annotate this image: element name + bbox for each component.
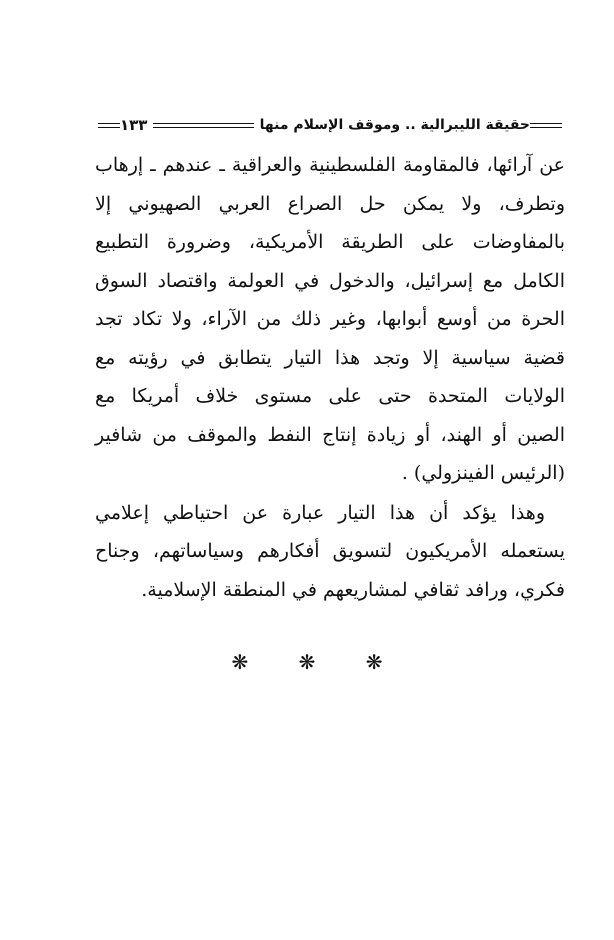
section-separator bbox=[0, 650, 614, 674]
running-header bbox=[92, 112, 568, 138]
asterism-icon: ❋ bbox=[231, 650, 249, 674]
text-line: الولايات المتحدة حتى على مستوى خلاف أمريكا مع bbox=[95, 385, 565, 407]
asterism-icon: ❋ bbox=[365, 650, 383, 674]
header-rule-right bbox=[530, 123, 562, 128]
paragraph-2 bbox=[95, 494, 565, 610]
text-line: بالمفاوضات على الطريقة الأمريكية، وضرورة التطبيع bbox=[95, 231, 565, 253]
text-line: قضية سياسية إلا وتجد هذا التيار يتطابق في رؤيته مع bbox=[95, 346, 565, 369]
text-line: وهذا يؤكد أن هذا التيار عبارة عن احتياطي إعلامي bbox=[95, 501, 545, 524]
text-line: الحرة من أوسع أبوابها، وغير ذلك من الآراء، ولا تكاد تجد bbox=[95, 308, 565, 330]
paragraph-1 bbox=[95, 146, 565, 493]
text-line: عن آرائها، فالمقاومة الفلسطينية والعراقية ـ عندهم ـ إرهاب bbox=[95, 154, 565, 176]
text-line: وتطرف، ولا يمكن حل الصراع العربي الصهيوني إلا bbox=[95, 192, 565, 215]
header-book-title: حقيقة الليبرالية .. وموقف الإسلام منها bbox=[259, 117, 530, 133]
header-rule-left bbox=[98, 123, 120, 128]
text-line: الصين أو الهند، أو زيادة إنتاج النفط والموقف من شافير bbox=[95, 423, 565, 446]
body-text bbox=[95, 146, 565, 609]
text-line: الكامل مع إسرائيل، والدخول في العولمة واقتصاد السوق bbox=[95, 269, 565, 292]
text-line: (الرئيس الفينزولي) . bbox=[401, 462, 565, 484]
header-page-number: ١٣٣ bbox=[120, 116, 148, 134]
text-line: يستعمله الأمريكيون لتسويق أفكارهم وسياساتهم، وجناح bbox=[95, 540, 565, 562]
text-line: فكري، ورافد ثقافي لمشاريعهم في المنطقة الإسلامية. bbox=[141, 578, 565, 601]
header-rule-middle bbox=[153, 123, 253, 128]
asterism-icon: ❋ bbox=[298, 650, 316, 674]
